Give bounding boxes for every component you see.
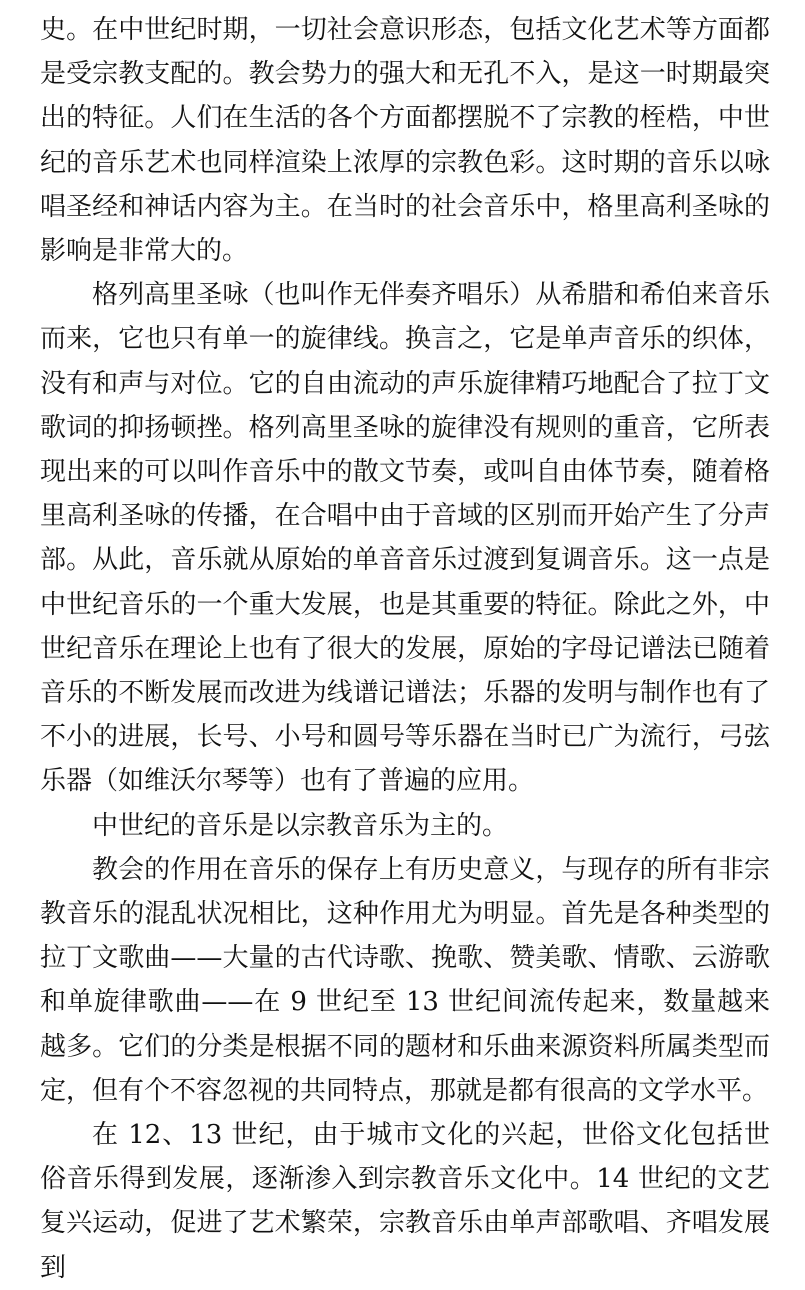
paragraph-5: 在 12、13 世纪，由于城市文化的兴起，世俗文化包括世俗音乐得到发展，逐渐渗入到宗教音乐文化中。14 世纪的文艺复兴运动，促进了艺术繁荣，宗教音乐由单声部歌唱、齐唱发展到	[40, 1120, 770, 1283]
document-page	[40, 8, 770, 1290]
paragraph-2: 格列高里圣咏（也叫作无伴奏齐唱乐）从希腊和希伯来音乐而来，它也只有单一的旋律线。换言之，它是单声音乐的织体，没有和声与对位。它的自由流动的声乐旋律精巧地配合了拉丁文歌词的抑扬顿挫。格列高里圣咏的旋律没有规则的重音，它所表现出来的可以叫作音乐中的散文节奏，或叫自由体节奏，随着格里高利圣咏的传播，在合唱中由于音域的区别而开始产生了分声部。从此，音乐就从原始的单音音乐过渡到复调音乐。这一点是中世纪音乐的一个重大发展，也是其重要的特征。除此之外，中世纪音乐在理论上也有了很大的发展，原始的字母记谱法已随着音乐的不断发展而改进为线谱记谱法；乐器的发明与制作也有了不小的进展，长号、小号和圆号等乐器在当时已广为流行，弓弦乐器（如维沃尔琴等）也有了普遍的应用。	[40, 280, 770, 797]
paragraph-1: 史。在中世纪时期，一切社会意识形态，包括文化艺术等方面都是受宗教支配的。教会势力的强大和无孔不入，是这一时期最突出的特征。人们在生活的各个方面都摆脱不了宗教的桎梏，中世纪的音乐艺术也同样渲染上浓厚的宗教色彩。这时期的音乐以咏唱圣经和神话内容为主。在当时的社会音乐中，格里高利圣咏的影响是非常大的。	[40, 15, 770, 267]
paragraph-4: 教会的作用在音乐的保存上有历史意义，与现存的所有非宗教音乐的混乱状况相比，这种作用尤为明显。首先是各种类型的拉丁文歌曲——大量的古代诗歌、挽歌、赞美歌、情歌、云游歌和单旋律歌曲——在 9 世纪至 13 世纪间流传起来，数量越来越多。它们的分类是根据不同的题材和乐曲来源资料所属类型而定，但有个不容忽视的共同特点，那就是都有很高的文学水平。	[40, 854, 770, 1106]
paragraph-3: 中世纪的音乐是以宗教音乐为主的。	[92, 810, 509, 841]
